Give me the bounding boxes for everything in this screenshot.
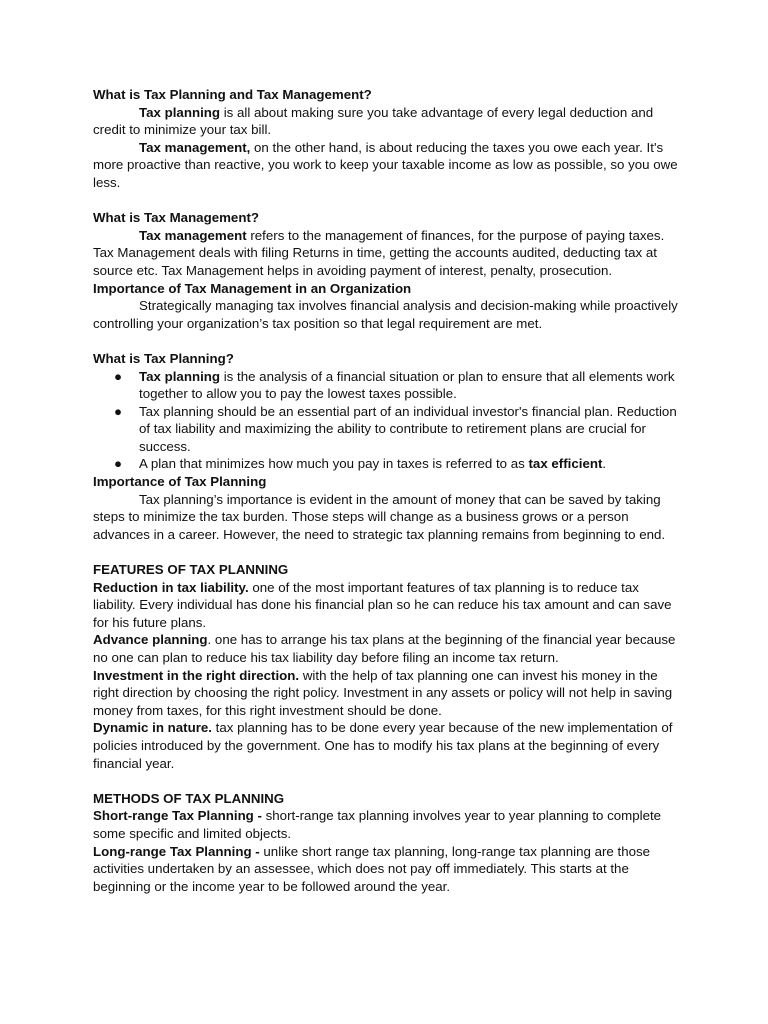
paragraph-strategic-tax-management: Strategically managing tax involves financial analysis and decision-making while proactively controlling your organization’s tax position so that legal requirement are met. bbox=[93, 298, 678, 331]
feature-text: one of the most important features of tax planning is to reduce tax liability. Every individual has done his financial plan so he can reduce his tax amount and can save for his future plans. bbox=[93, 579, 672, 630]
heading-methods-of-tax-planning: METHODS OF TAX PLANNING bbox=[93, 790, 285, 806]
term-tax-management: Tax management, bbox=[139, 139, 251, 155]
feature-title: Advance planning bbox=[93, 632, 208, 648]
paragraph-tax-management-definition bbox=[93, 139, 683, 192]
bullet-icon: ● bbox=[114, 403, 123, 419]
feature-reduction-in-tax-liability bbox=[93, 579, 683, 632]
feature-text: . one has to arrange his tax plans at the beginning of the financial year because no one can plan to reduce his tax liability day before filing an income tax return. bbox=[93, 632, 676, 665]
paragraph-text: is all about making sure you take advantage of every legal deduction and credit to minimize your tax bill. bbox=[93, 104, 654, 138]
term-tax-planning: Tax planning bbox=[139, 104, 221, 120]
paragraph-tax-planning-definition bbox=[93, 104, 683, 139]
paragraph-text: refers to the management of finances, for the purpose of paying taxes. Tax Management deals with filing Returns in time, getting the accounts audited, deducting tax at source etc. Tax Management helps in avoiding payment of interest, penalty, prosecution. bbox=[93, 227, 665, 278]
feature-advance-planning bbox=[93, 631, 683, 666]
method-short-range bbox=[93, 807, 683, 842]
spacer bbox=[93, 332, 683, 350]
heading-tax-planning-and-management: What is Tax Planning and Tax Management? bbox=[93, 87, 372, 102]
list-item bbox=[114, 368, 683, 403]
term-tax-planning: Tax planning bbox=[139, 368, 221, 384]
spacer bbox=[93, 543, 683, 561]
list-item-text: Tax planning should be an essential part of an individual investor's financial plan. Reduction of tax liability and maximizing the ability to contribute to retirement plans are crucial for success. bbox=[139, 403, 677, 454]
feature-title: Reduction in tax liability. bbox=[93, 579, 249, 595]
method-title: Short-range Tax Planning - bbox=[93, 808, 262, 824]
bullet-icon: ● bbox=[114, 368, 123, 384]
heading-importance-tax-planning: Importance of Tax Planning bbox=[93, 474, 267, 490]
list-item bbox=[114, 403, 683, 456]
spacer bbox=[93, 772, 683, 790]
feature-text: with the help of tax planning one can invest his money in the right direction by choosing the right policy. Investment in any assets or policy will not help in saving money from taxes, for this right investment should be done. bbox=[93, 667, 673, 718]
heading-features-of-tax-planning: FEATURES OF TAX PLANNING bbox=[93, 562, 289, 578]
term-tax-efficient: tax efficient bbox=[528, 456, 603, 472]
paragraph-tax-management-refers bbox=[93, 227, 683, 280]
method-text: short-range tax planning involves year to year planning to complete some specific and limited objects. bbox=[93, 808, 662, 841]
feature-text: tax planning has to be done every year because of the new implementation of policies introduced by the government. One has to modify his tax plans at the beginning of every financial year. bbox=[93, 720, 673, 771]
method-title: Long-range Tax Planning - bbox=[93, 843, 260, 859]
heading-what-is-tax-management: What is Tax Management? bbox=[93, 210, 259, 226]
heading-what-is-tax-planning: What is Tax Planning? bbox=[93, 350, 234, 366]
list-item bbox=[114, 455, 683, 473]
method-long-range bbox=[93, 843, 683, 896]
bullet-icon: ● bbox=[114, 456, 123, 472]
feature-dynamic-in-nature bbox=[93, 719, 683, 772]
feature-title: Dynamic in nature. bbox=[93, 720, 212, 736]
document-body bbox=[93, 86, 683, 895]
tax-planning-bullet-list bbox=[93, 368, 683, 474]
spacer bbox=[93, 192, 683, 210]
list-item-text-end: . bbox=[602, 456, 607, 472]
feature-title: Investment in the right direction. bbox=[93, 667, 300, 683]
list-item-text: A plan that minimizes how much you pay in taxes is referred to as bbox=[139, 456, 529, 472]
list-item-text: is the analysis of a financial situation or plan to ensure that all elements work together to allow you to pay the lowest taxes possible. bbox=[139, 368, 675, 402]
feature-investment-right-direction bbox=[93, 667, 683, 720]
heading-importance-tax-management: Importance of Tax Management in an Organization bbox=[93, 280, 412, 296]
paragraph-text: on the other hand, is about reducing the taxes you owe each year. It's more proactive than reactive, you work to keep your taxable income as low as possible, so you owe less. bbox=[93, 139, 678, 190]
paragraph-tax-planning-importance: Tax planning’s importance is evident in the amount of money that can be saved by taking steps to minimize the tax burden. Those steps will change as a business grows or a person advances in a career. However, the need to strategic tax planning remains from beginning to end. bbox=[93, 491, 666, 542]
method-text: unlike short range tax planning, long-range tax planning are those activities undertaken by an assessee, which does not pay off immediately. This starts at the beginning or the income year to be followed around the year. bbox=[93, 843, 651, 894]
term-tax-management: Tax management bbox=[139, 227, 247, 243]
